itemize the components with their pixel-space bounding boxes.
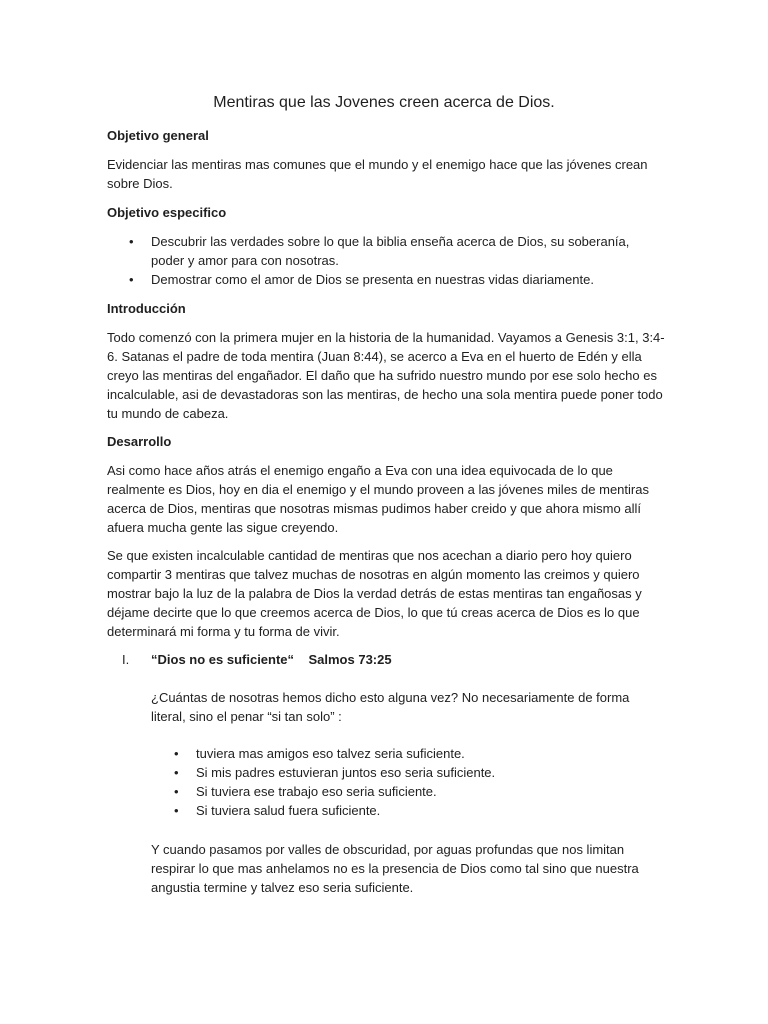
bullet-icon: • xyxy=(174,746,179,761)
list-item: Descubrir las verdades sobre lo que la biblia enseña acerca de Dios, su soberanía, poder y amor para con nosotras. xyxy=(151,234,630,268)
list-item: Si mis padres estuvieran juntos eso seria suficiente. xyxy=(196,765,496,780)
bullet-icon: • xyxy=(174,803,179,818)
list-item: Si tuviera ese trabajo eso seria suficiente. xyxy=(196,784,437,799)
paragraph-objetivo-general: Evidenciar las mentiras mas comunes que el mundo y el enemigo hace que las jóvenes crean sobre Dios. xyxy=(107,157,648,191)
heading-introduccion: Introducción xyxy=(107,301,186,316)
heading-desarrollo: Desarrollo xyxy=(107,434,172,449)
heading-objetivo-especifico: Objetivo especifico xyxy=(107,205,227,220)
heading-objetivo-general: Objetivo general xyxy=(107,128,209,143)
bullet-icon: • xyxy=(174,784,179,799)
list-item: Demostrar como el amor de Dios se presenta en nuestras vidas diariamente. xyxy=(151,272,594,287)
section-numeral: I. xyxy=(122,652,130,667)
bullet-icon: • xyxy=(129,272,134,287)
document-title: Mentiras que las Jovenes creen acerca de Dios. xyxy=(213,94,555,111)
paragraph-desarrollo-2: Se que existen incalculable cantidad de mentiras que nos acechan a diario pero hoy quiero compartir 3 mentiras que talvez muchas de nosotras en algún momento las creimos y quiero mostrar bajo la luz de la palabra de Dios la verdad detrás de estas mentiras tan engañosas y déjame decirte que lo que creemos acerca de Dios, lo que tú creas acerca de Dios es lo que determinará mi forma y tu forma de vivir. xyxy=(107,548,642,639)
list-item: tuviera mas amigos eso talvez seria suficiente. xyxy=(196,746,465,761)
list-item: Si tuviera salud fuera suficiente. xyxy=(196,803,381,818)
paragraph-desarrollo-1: Asi como hace años atrás el enemigo engaño a Eva con una idea equivocada de lo que realmente es Dios, hoy en dia el enemigo y el mundo proveen a las jóvenes miles de mentiras acerca de Dios, mentiras que nosotras mismas pudimos haber creido y que ahora mismo allí afuera mucha gente las sigue creyendo. xyxy=(107,463,649,535)
paragraph-introduccion: Todo comenzó con la primera mujer en la historia de la humanidad. Vayamos a Genesis 3:1, 3:4-6. Satanas el padre de toda mentira (Juan 8:44), se acerco a Eva en el huerto de Edén y ella creyo las mentiras del engañador. El daño que ha sufrido nuestro mundo por ese solo hecho es incalculable, asi de devastadoras son las mentiras, de hecho una sola mentira puede poner todo tu mundo de cabeza. xyxy=(107,330,665,421)
bullet-icon: • xyxy=(174,765,179,780)
section-title: “Dios no es suficiente“ Salmos 73:25 xyxy=(151,652,392,667)
bullet-icon: • xyxy=(129,234,134,249)
paragraph-section-intro: ¿Cuántas de nosotras hemos dicho esto alguna vez? No necesariamente de forma literal, sino el penar “si tan solo” : xyxy=(151,690,630,724)
paragraph-section-closing: Y cuando pasamos por valles de obscuridad, por aguas profundas que nos limitan respirar lo que mas anhelamos no es la presencia de Dios como tal sino que nuestra angustia termine y talvez eso seria suficiente. xyxy=(151,842,639,895)
